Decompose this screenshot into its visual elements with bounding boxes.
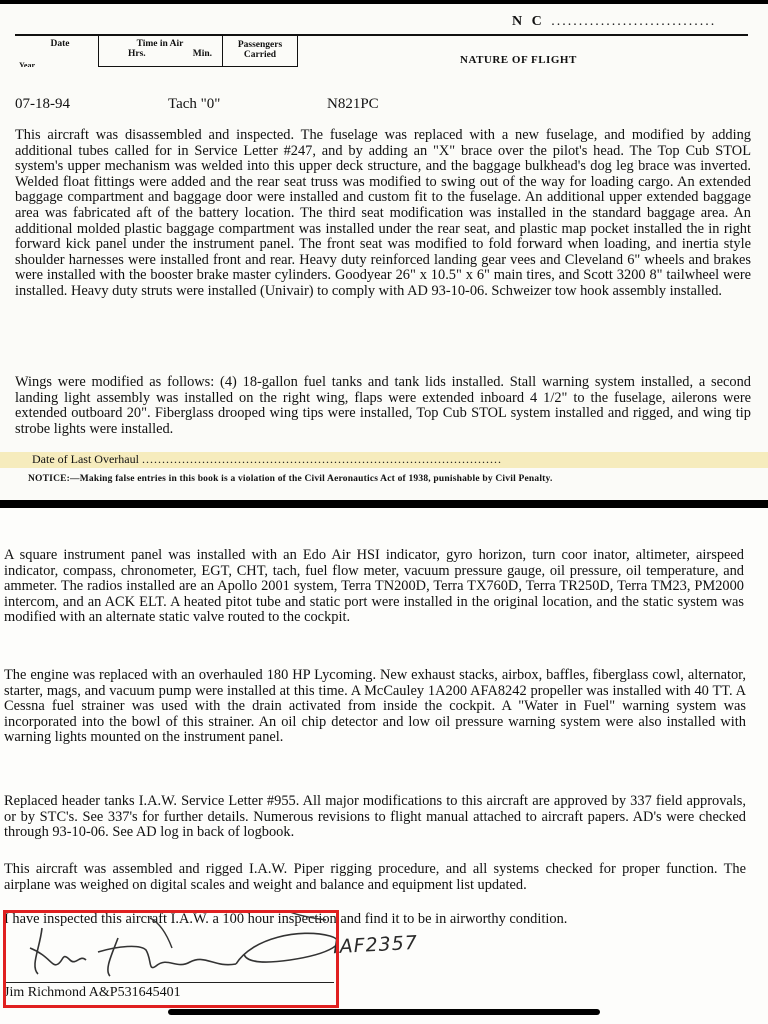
column-header-date: Date — [50, 39, 70, 49]
paragraph-header-tanks: Replaced header tanks I.A.W. Service Letter #955. All major modifications to this aircraft are approved by 337 field approvals, or by STC's. See 337's for further details. Numerous revisions to flight manual attached to aircraft papers. AD's were checked through 93-10-06. See AD log in back of logbook. — [4, 793, 746, 841]
paragraph-rigging: This aircraft was assembled and rigged I.A.W. Piper rigging procedure, and all systems checked for proper function. The airplane was weighed on digital scales and weight and balance and equipment list updated. — [4, 861, 746, 893]
header-rule-bottom — [98, 66, 298, 67]
last-overhaul-line: Date of Last Overhaul .......................................................................................... — [32, 452, 502, 466]
header-divider-1 — [98, 34, 99, 67]
paragraph-engine: The engine was replaced with an overhauled 180 HP Lycoming. New exhaust stacks, airbox, baffles, fiberglass cowl, alternator, starter, mags, and vacuum pump were installed at this time. A McCauley 1A200 AFA8242 propeller was installed with 40 TT. A Cessna fuel strainer was used with the drain activated from inside the cockpit. A "Water in Fuel" warning system was incorporated into the bowl of this strainer. An oil chip detector and low oil pressure warning system were also installed with warning lights mounted on the instrument panel. — [4, 667, 746, 746]
header-rule-top — [15, 34, 748, 36]
signature-highlight-box — [3, 910, 339, 1008]
paragraph-instrument-panel: A square instrument panel was installed with an Edo Air HSI indicator, gyro horizon, turn coor inator, altimeter, airspeed indicator, compass, chronometer, EGT, CHT, tach, fuel flow meter, vacuum pressure gauge, oil pressure, oil temperature, and ammeter. The radios installed are an Apollo 2001 system, Terra TN200D, Terra TX760D, Terra TR250D, Terra TM23, PM2000 intercom, and an ACK ELT. A heated pitot tube and static port were installed in the original location, and the static system was modified with an alternate static valve routed to the cockpit. — [4, 547, 744, 626]
logbook-page-top — [0, 4, 768, 500]
logbook-page-bottom — [0, 508, 768, 1024]
paragraph-wings: Wings were modified as follows: (4) 18-gallon fuel tanks and tank lids installed. Stall warning system installed, a second landing light assembly was installed on the right wing, flaps were extended inboard 4 1/2" to the fuselage, ailerons were extended outboard 20". Fiberglass drooped wing tips were installed, Top Cub STOL system installed and rigged, and wing tip strobe lights were installed. — [15, 374, 751, 437]
column-header-passengers: Passengers Carried — [237, 40, 283, 60]
header-divider-3 — [297, 34, 298, 67]
column-header-time: Time in Air Hrs. Min. — [128, 39, 212, 59]
paragraph-fuselage: This aircraft was disassembled and inspected. The fuselage was replaced with a new fuselage, and modified by adding additional tubes called for in Service Letter #247, and by adding an "X" brace over the pilot's head. The Top Cub STOL system's upper mechanism was welded into this upper deck structure, and the baggage bulkhead's dog leg brace was inverted. Welded float fittings were added and the rear seat truss was modified to swing out of the way for loading cargo. An extended baggage compartment and baggage door were installed and custom fit to the fuselage. An additional upper extended baggage area was fabricated aft of the battery location. The third seat modification was installed in the standard baggage area. An additional molded plastic baggage compartment was installed under the rear seat, and plastic map pocket installed the in right forward kick panel under the instrument panel. The front seat was modified to fold forward when loading, and inertia style shoulder harnesses were installed front and rear. Heavy duty reinforced landing gear vees and Cleveland 6" wheels and brakes were installed with the booster brake master cylinders. Goodyear 26" x 10.5" x 6" main tires, and Scott 3200 8" tailwheel were installed. Heavy duty struts were installed (Univair) to comply with AD 93-10-06. Schweizer tow hook assembly installed. — [15, 127, 751, 299]
column-header-year: Year — [19, 61, 35, 67]
nc-label: N C .............................. — [512, 14, 717, 29]
entry-date: 07-18-94 — [15, 96, 70, 112]
header-divider-2 — [222, 34, 223, 67]
entry-registration: N821PC — [327, 96, 379, 112]
civil-penalty-notice: NOTICE:—Making false entries in this book is a violation of the Civil Aeronautics Act of 1938, punishable by Civil Penalty. — [28, 474, 553, 484]
ia-number-handwritten: IAF2357 — [332, 931, 419, 959]
column-header-nature: NATURE OF FLIGHT — [460, 54, 577, 66]
entry-tach: Tach "0" — [168, 96, 221, 112]
paragraph-inspection-statement: I have inspected this aircraft I.A.W. a 100 hour inspection and find it to be in airworthy condition. — [4, 911, 568, 927]
home-indicator[interactable] — [168, 1009, 600, 1015]
signer-name: Jim Richmond A&P531645401 — [4, 985, 181, 1000]
